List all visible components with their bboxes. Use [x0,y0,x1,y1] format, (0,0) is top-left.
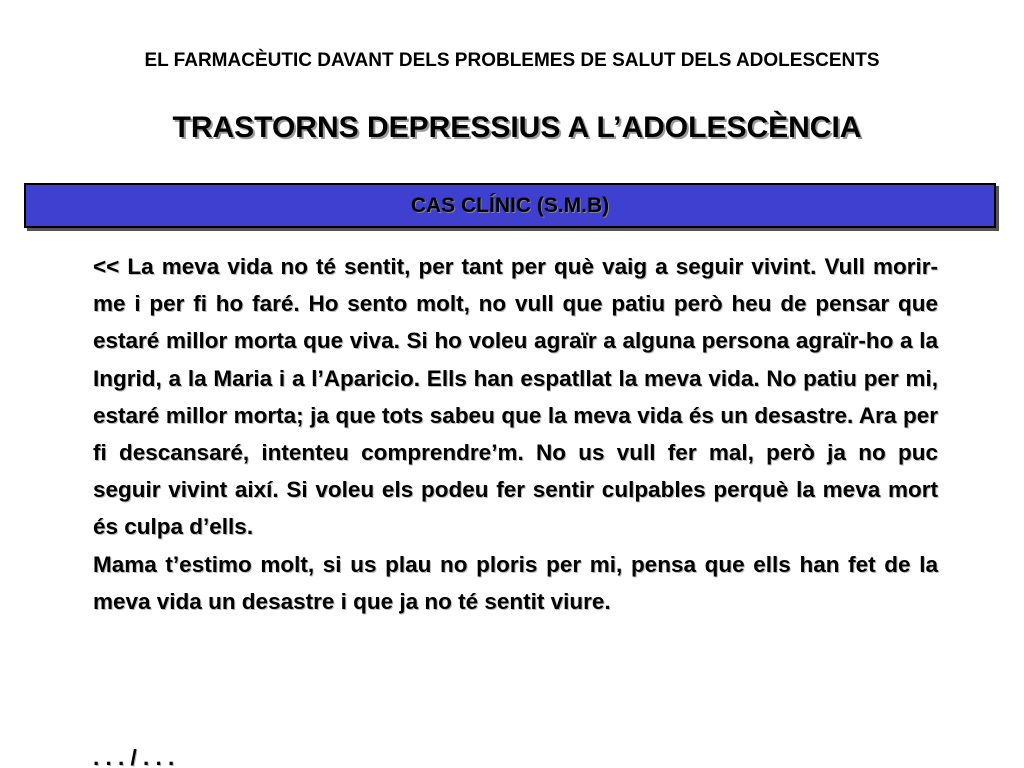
slide-supertitle: EL FARMACÈUTIC DAVANT DELS PROBLEMES DE SALUT DELS ADOLESCENTS [144,50,880,71]
case-banner-label: CAS CLÍNIC (S.M.B) [410,193,610,217]
slide-title: TRASTORNS DEPRESSIUS A L’ADOLESCÈNCIA [172,111,862,144]
letter-continuation: . . . / . . . [93,745,175,768]
letter-paragraph-2: Mama t’estimo molt, si us plau no ploris per mi, pensa que ells han fet de la meva vida un desastre i que ja no té sentit viure. [93,551,938,614]
suicide-letter-text [93,248,938,620]
letter-paragraph-1: << La meva vida no té sentit, per tant per què vaig a seguir vivint. Vull morir-me i per fi ho faré. Ho sento molt, no vull que patiu però heu de pensar que estaré millor morta que viva. Si ho voleu agraïr a alguna persona agraïr-ho a la Ingrid, a la Maria i a l’Aparicio. Ells han espatllat la meva vida. No patiu per mi, estaré millor morta; ja que tots sabeu que la meva vida és un desastre. Ara per fi descansaré, intenteu comprendre’m. No us vull fer mal, però ja no puc seguir vivint així. Si voleu els podeu fer sentir culpables perquè la meva mort és culpa d’ells. [93,254,938,540]
case-banner [24,183,996,228]
